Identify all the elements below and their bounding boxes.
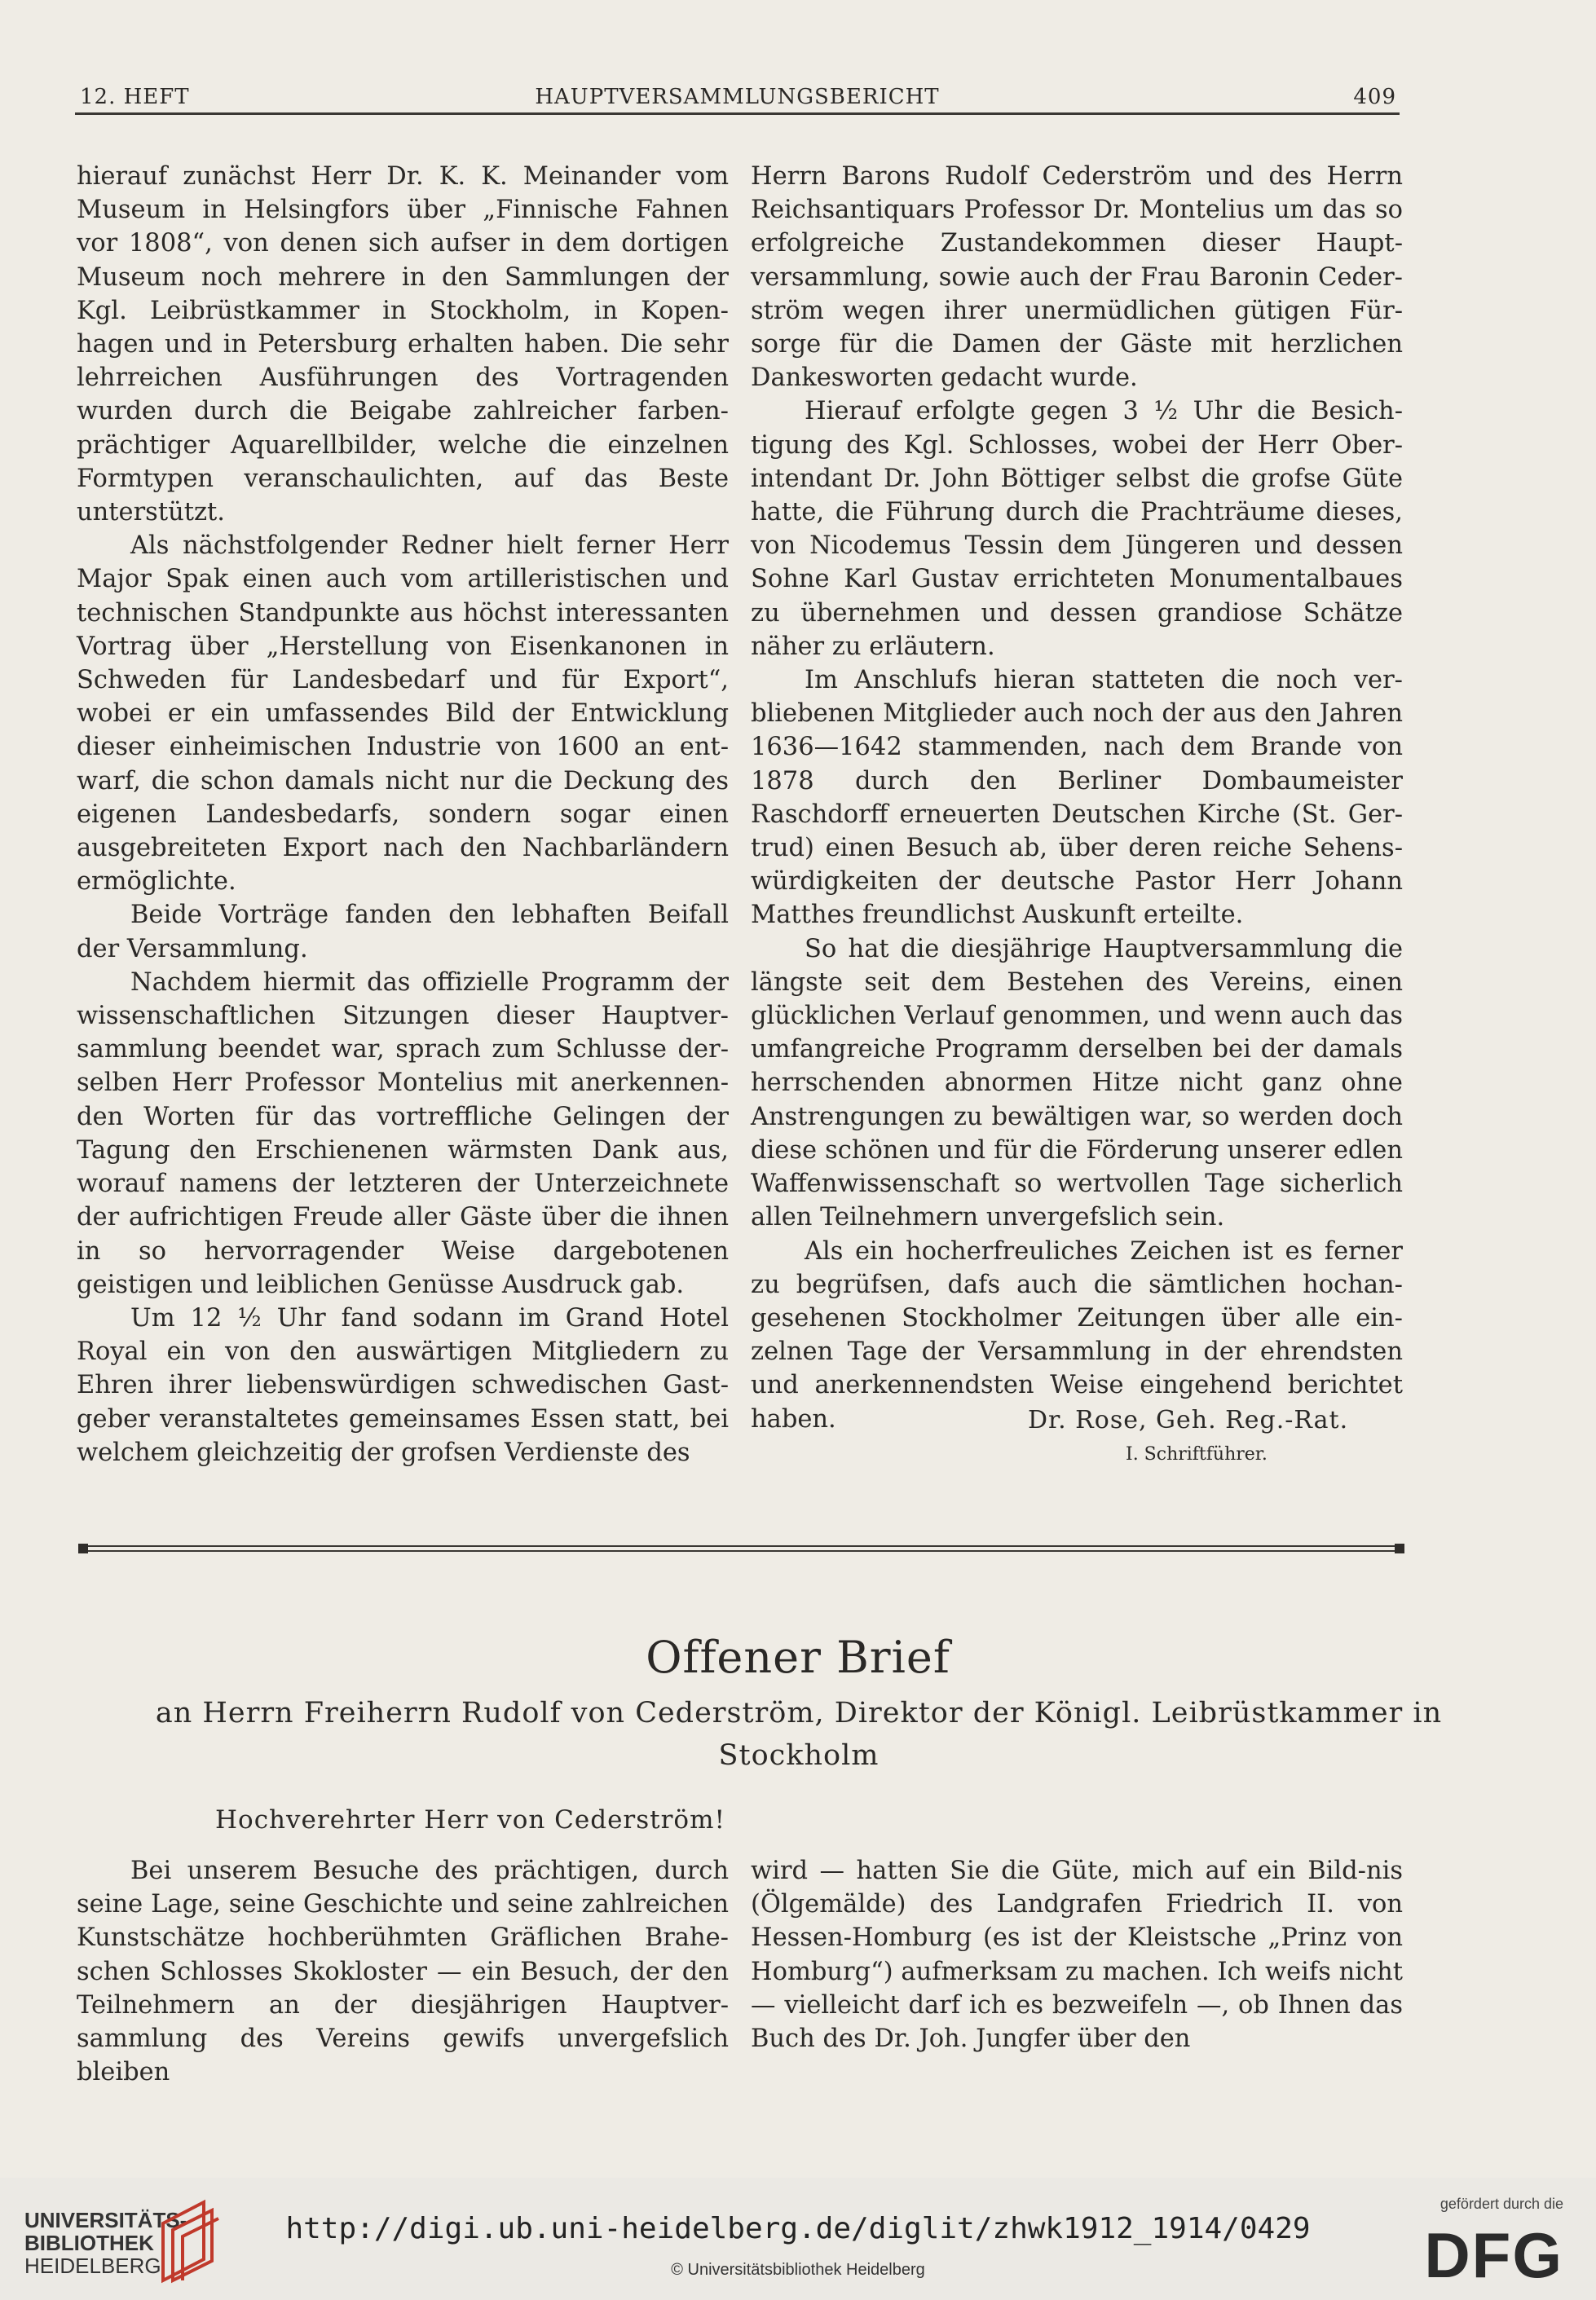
funded-by-label: gefördert durch die bbox=[1439, 2196, 1563, 2212]
report-left-column bbox=[77, 160, 729, 1469]
paragraph: Als nächstfolgender Redner hielt ferner Herr Major Spak einen auch vom artilleristischen und technischen Standpunkte aus höchst interessanten Vortrag über „Herstellung von Eisenkanonen in Schweden für Landesbedarf und für Export“, wobei er ein umfassendes Bild der Entwicklung dieser einheimischen Industrie von 1600 an ent-warf, die schon damals nicht nur die Deckung des eigenen Landesbedarfs, sondern sogar einen ausgebreiteten Export nach den Nachbarländern ermöglichte. bbox=[77, 531, 729, 897]
divider-square-right bbox=[1395, 1544, 1404, 1553]
library-name-line2: BIBLIOTHEK bbox=[24, 2231, 154, 2255]
divider-line-bottom bbox=[88, 1550, 1395, 1552]
letter-salutation: Hochverehrter Herr von Cederström! bbox=[215, 1805, 725, 1835]
signature-role: I. Schriftführer. bbox=[1126, 1443, 1268, 1465]
paragraph: Nachdem hiermit das offizielle Programm der wissenschaftlichen Sitzungen dieser Hauptver-sammlung beendet war, sprach zum Schlusse der-selben Herr Professor Montelius mit anerkennen-den Worten für das vortreffliche Gelingen der Tagung den Erschienenen wärmsten Dank aus, worauf namens der letzteren der Unterzeichnete der aufrichtigen Freude aller Gäste über die ihnen in so hervorragender Weise dargebotenen geistigen und leiblichen Genüsse Ausdruck gab. bbox=[77, 967, 729, 1299]
paragraph: Um 12 ½ Uhr fand sodann im Grand Hotel Royal ein von den auswärtigen Mitgliedern zu Ehren ihrer liebenswürdigen schwedischen Gast-geber veranstaltetes gemeinsames Essen statt, bei welchem gleichzeitig der grofsen Verdienste des bbox=[77, 1303, 729, 1467]
page-number: 409 bbox=[1353, 85, 1396, 109]
signature-name: Dr. Rose, Geh. Reg.-Rat. bbox=[1028, 1405, 1349, 1434]
letter-title: Offener Brief bbox=[646, 1632, 950, 1683]
paragraph: Bei unserem Besuche des prächtigen, durch seine Lage, seine Geschichte und seine zahlreichen Kunstschätze hochberühmten Gräflichen Brahe-schen Schlosses Skokloster — ein Besuch, der den Teilnehmern an der diesjährigen Hauptver-sammlung des Vereins gewifs unvergefslich bleiben bbox=[77, 1857, 729, 2087]
paragraph: Als ein hocherfreuliches Zeichen ist es ferner zu begrüfsen, dafs auch die sämtlichen hochan-gesehenen Stockholmer Zeitungen über alle ein-zelnen Tage der Versammlung in der ehrendsten und anerkennendsten Weise eingehend berichtet haben. bbox=[751, 1236, 1403, 1434]
paragraph: So hat die diesjährige Hauptversammlung die längste seit dem Bestehen des Vereins, einen glücklichen Verlauf genommen, und wenn auch das umfangreiche Programm derselben bei der damals herrschenden abnormen Hitze nicht ganz ohne Anstrengungen zu bewältigen war, so werden doch diese schönen und für die Förderung unserer edlen Waffenwissenschaft so wertvollen Tage sicherlich allen Teilnehmern unvergefslich sein. bbox=[751, 934, 1403, 1232]
paragraph: Hierauf erfolgte gegen 3 ½ Uhr die Besich-tigung des Kgl. Schlosses, wobei der Herr Ober-intendant Dr. John Böttiger selbst die grofse Güte hatte, die Führung durch die Prachträume dieses, von Nicodemus Tessin dem Jüngeren und dessen Sohne Karl Gustav errichteten Monumentalbaues zu übernehmen und dessen grandiose Schätze näher zu erläutern. bbox=[751, 397, 1403, 661]
library-name-line3: HEIDELBERG bbox=[24, 2254, 161, 2278]
letter-subtitle: an Herrn Freiherrn Rudolf von Cederström, Direktor der Königl. Leibrüstkammer in Stockholm bbox=[155, 1697, 1443, 1772]
library-name-line1: UNIVERSITÄTS- bbox=[24, 2208, 187, 2232]
dfg-logo[interactable]: DFG bbox=[1424, 2219, 1563, 2291]
paragraph: wird — hatten Sie die Güte, mich auf ein Bild-nis (Ölgemälde) des Landgrafen Friedrich II. von Hessen-Homburg (es ist der Kleistsche „Prinz von Homburg“) aufmerksam zu machen. Ich weifs nicht — vielleicht darf ich es bezweifeln —, ob Ihnen das Buch des Dr. Joh. Jungfer über den bbox=[751, 1857, 1403, 2054]
paragraph: Beide Vorträge fanden den lebhaften Beifall der Versammlung. bbox=[77, 901, 729, 963]
letter-right-column bbox=[751, 1854, 1403, 2055]
viewer-footer bbox=[0, 2178, 1596, 2300]
issue-label: 12. HEFT bbox=[80, 85, 190, 109]
section-title: HAUPTVERSAMMLUNGSBERICHT bbox=[535, 85, 940, 109]
permalink-url[interactable]: http://digi.ub.uni-heidelberg.de/diglit/zhwk1912_1914/0429 bbox=[285, 2212, 1311, 2245]
paragraph: hierauf zunächst Herr Dr. K. K. Meinander vom Museum in Helsingfors über „Finnische Fahnen vor 1808“, von denen sich aufser in dem dortigen Museum noch mehrere in den Sammlungen der Kgl. Leibrüstkammer in Stockholm, in Kopen-hagen und in Petersburg erhalten haben. Die sehr lehrreichen Ausführungen des Vortragenden wurden durch die Beigabe zahlreicher farben-prächtiger Aquarellbilder, welche die einzelnen Formtypen veranschaulichten, auf das Beste unterstützt. bbox=[77, 162, 729, 527]
paragraph: Im Anschlufs hieran statteten die noch ver-bliebenen Mitglieder auch noch der aus den Jahren 1636—1642 stammenden, nach dem Brande von 1878 durch den Berliner Dombaumeister Raschdorff erneuerten Deutschen Kirche (St. Ger-trud) einen Besuch ab, über deren reiche Sehens-würdigkeiten der deutsche Pastor Herr Johann Matthes freundlichst Auskunft erteilte. bbox=[751, 666, 1403, 930]
section-divider bbox=[78, 1543, 1404, 1556]
letter-left-column bbox=[77, 1854, 729, 2089]
running-head bbox=[75, 78, 1400, 115]
paragraph: Herrn Barons Rudolf Cederström und des Herrn Reichsantiquars Professor Dr. Montelius um das so erfolgreiche Zustandekommen dieser Haupt-versammlung, sowie auch der Frau Baronin Ceder-ström wegen ihrer unermüdlichen gütigen Für-sorge für die Damen der Gäste mit herzlichen Dankesworten gedacht wurde. bbox=[751, 162, 1403, 393]
divider-line-top bbox=[88, 1545, 1395, 1547]
divider-square-left bbox=[78, 1544, 88, 1553]
report-right-column bbox=[751, 160, 1403, 1501]
copyright-notice: © Universitätsbibliothek Heidelberg bbox=[671, 2261, 925, 2279]
signature-block bbox=[751, 1405, 1403, 1501]
